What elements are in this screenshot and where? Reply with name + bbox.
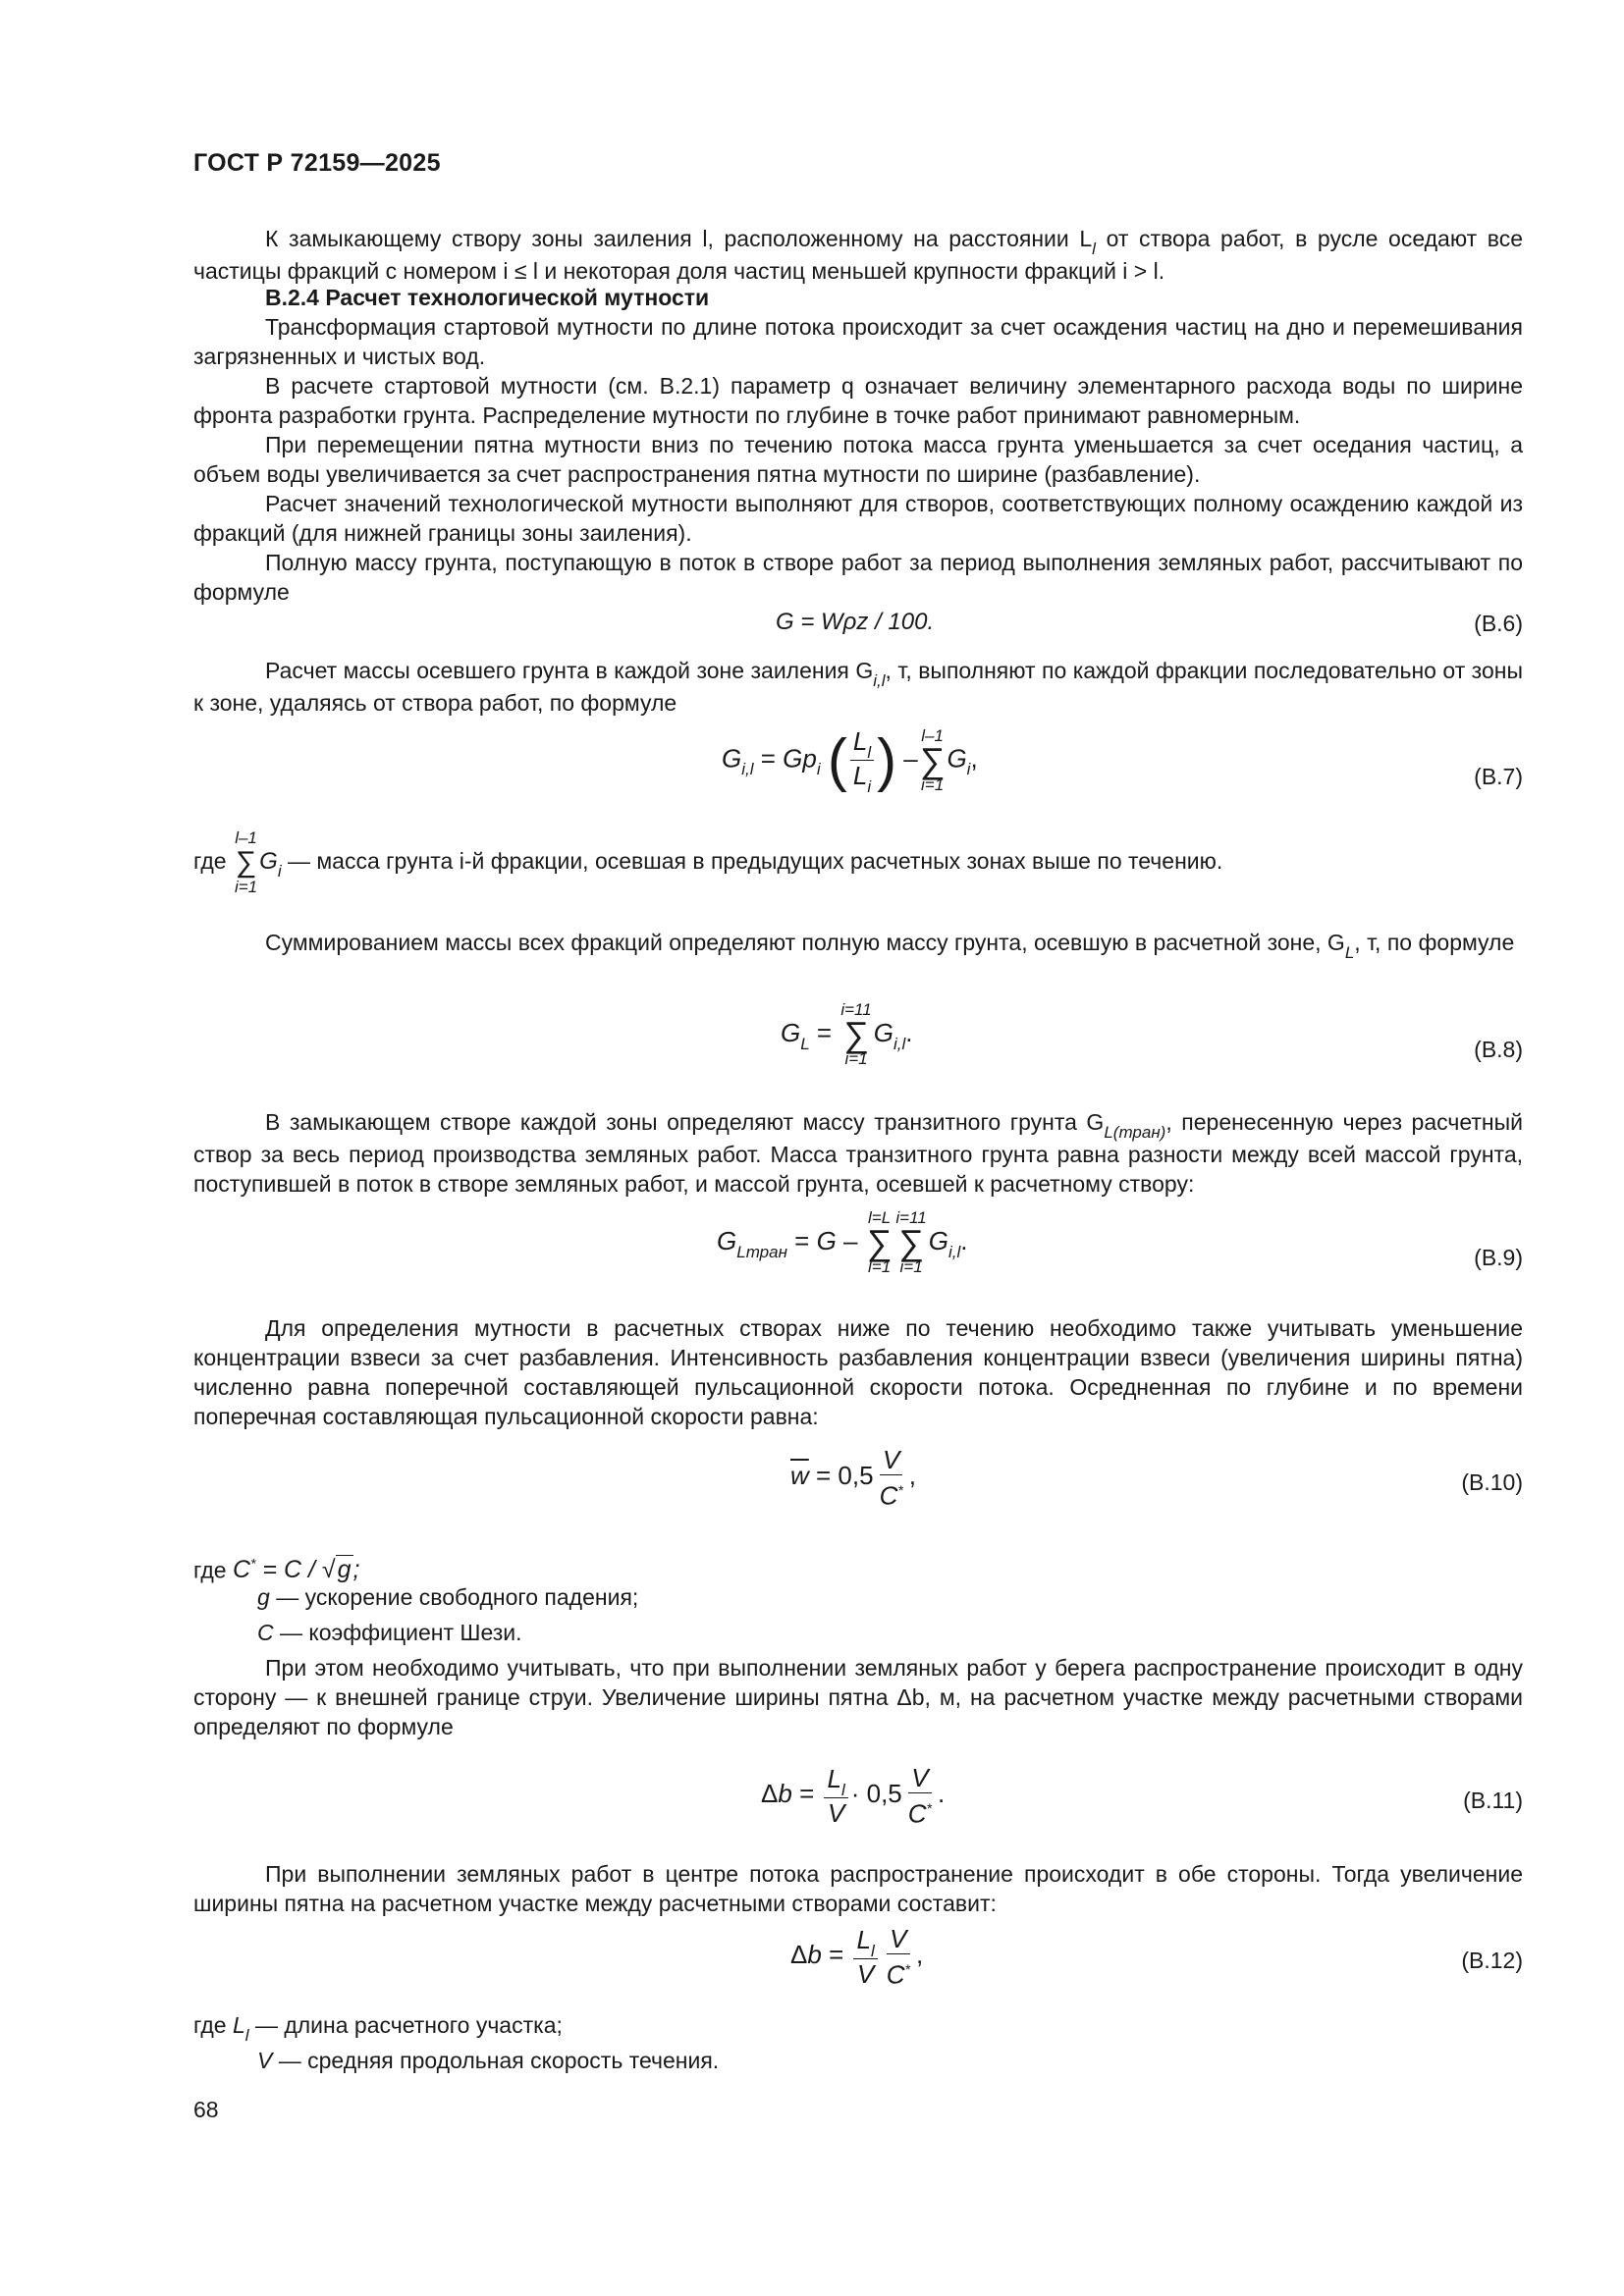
paragraph: Трансформация стартовой мутности по длине потока происходит за счет осаждения частиц на дно и перемешивания загрязненных и чистых вод. [193,314,1523,369]
ll-definition: где $L_l$ — длина расчетного участка; [193,2012,563,2045]
page-number: 68 [193,2097,219,2122]
intro-paragraph: К замыкающему створу зоны заиления l, расположенному на расстоянии $L_l$ от створа работ, в русле оседают все частицы фракций с номером i ≤ l и некоторая доля частиц меньшей крупности фракций i > l. [193,226,1524,284]
c-star-definition: где C* = C / √g; [193,1556,360,1584]
paragraph: При выполнении земляных работ в центре потока распространение происходит в обе стороны. Тогда увеличение ширины пятна на расчетном участке между расчетными створами составит: [193,1861,1523,1916]
sum-definition: где l–1 ∑ i=1 $G_i$ — масса грунта i-й фракции, осевшая в предыдущих расчетных зонах выше по течению. [193,828,1223,896]
equation-b9: $G_{Lтран} = G$ – l=L ∑ l=1 i=11 ∑ i=1 $G_{i,l}$. [717,1208,968,1276]
paragraph: Полную массу грунта, поступающую в поток в створе работ за период выполнения земляных работ, рассчитывают по формуле [193,550,1523,605]
equation-b12: Δb = $\frac{L_l}{V}$ $\frac{V}{C^*}$ , [790,1924,924,1990]
equation-b8: $G_L$ = i=11 ∑ i=1 $G_{i,l}$. [781,1000,913,1068]
equation-number: (В.6) [1474,611,1523,636]
section-heading: В.2.4 Расчет технологической мутности [265,285,710,310]
paragraph: При этом необходимо учитывать, что при выполнении земляных работ у берега распространение происходит в одну сторону — к внешней границе струи. Увеличение ширины пятна Δb, м, на расчетном участке между расчетными створами определяют по формуле [193,1655,1523,1739]
paragraph: При перемещении пятна мутности вниз по течению потока масса грунта уменьшается за счет оседания частиц, а объем воды увеличивается за счет распространения пятна мутности по ширине (разбавление). [193,432,1523,487]
paragraph: В замыкающем створе каждой зоны определяют массу транзитного грунта $G_{L(тран)}$, перенесенную через расчетный створ за весь период производства земляных работ. Масса транзитного грунта равна разности между всей массой грунта, поступившей в поток в створе земляных работ, и массой грунта, осевшей к расчетному створу: [193,1109,1523,1197]
paragraph: Для определения мутности в расчетных створах ниже по течению необходимо также учитывать уменьшение концентрации взвеси за счет разбавления. Интенсивность разбавления концентрации взвеси (увеличения ширины пятна) численно равна поперечной составляющей пульсационной скорости потока. Осредненная по глубине и по времени поперечная составляющая пульсационной скорости равна: [193,1315,1523,1429]
equation-number: (В.12) [1461,1948,1523,1973]
equation-number: (В.8) [1474,1037,1523,1062]
equation-b6: G = Wρz / 100. [776,609,935,635]
g-definition: g — ускорение свободного падения; [257,1584,639,1610]
paragraph: Суммированием массы всех фракций определяют полную массу грунта, осевшую в расчетной зоне, $G_L$, т, по формуле [265,930,1515,962]
equation-b10: $\overline{w} = 0,5$ $\frac{V}{C^*}$ , [790,1445,917,1511]
paragraph: Расчет значений технологической мутности выполняют для створов, соответствующих полному осаждению каждой из фракций (для нижней границы зоны заиления). [193,491,1523,546]
equation-b11: Δb = $\frac{L_l}{V}$ · 0,5 $\frac{V}{C^*}$ . [761,1763,946,1829]
equation-number: (В.7) [1474,764,1523,789]
v-definition: V — средняя продольная скорость течения. [257,2048,720,2073]
document-header: ГОСТ Р 72159—2025 [193,149,441,177]
c-definition: C — коэффициент Шези. [257,1620,522,1645]
equation-number: (В.9) [1474,1245,1523,1270]
paragraph: Расчет массы осевшего грунта в каждой зоне заиления $G_{i,l}$, т, выполняют по каждой фракции последовательно от зоны к зоне, удаляясь от створа работ, по формуле [193,658,1523,716]
equation-number: (В.10) [1461,1469,1523,1495]
paragraph: В расчете стартовой мутности (см. В.2.1) параметр q означает величину элементарного расхода воды по ширине фронта разработки грунта. Распределение мутности по глубине в точке работ принимают равномерным. [193,373,1523,428]
equation-number: (В.11) [1463,1788,1523,1813]
equation-b7: $G_{i,l} = Gp_i$ ( $\frac{L_l}{L_i}$ ) – l–1 ∑ i=1 $G_i$, [722,725,978,796]
